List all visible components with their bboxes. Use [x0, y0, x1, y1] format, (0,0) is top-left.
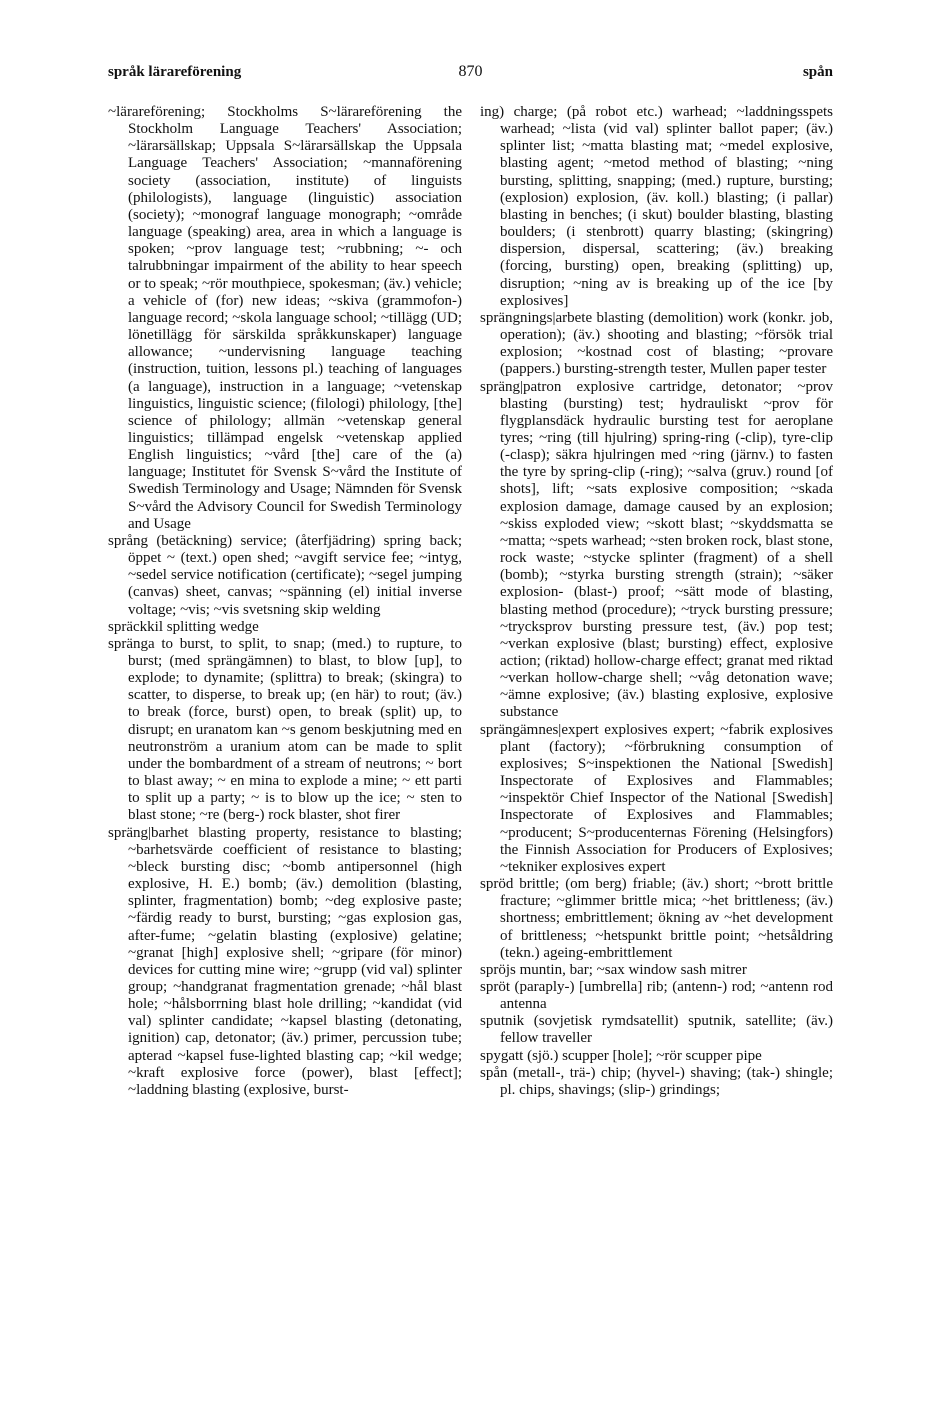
dictionary-entry: språng (betäckning) service; (återfjädring) spring back; öppet ~ (text.) open shed; ~avgift service fee; ~intyg, ~sedel service notification (certificate); ~segel jumping (canvas) sheet, canvas; ~spänning (el) initial inverse voltage; ~vis; ~vis svetsning skip welding — [108, 532, 462, 618]
dictionary-entry: spån (metall-, trä-) chip; (hyvel-) shaving; (tak-) shingle; pl. chips, shavings; (slip-) grindings; — [480, 1064, 833, 1098]
left-guideword: språk lärareförening — [108, 64, 242, 80]
dictionary-entry: sputnik (sovjetisk rymdsatellit) sputnik, satellite; (äv.) fellow traveller — [480, 1013, 833, 1047]
dictionary-entry: spröd brittle; (om berg) friable; (äv.) short; ~brott brittle fracture; ~glimmer brittle mica; ~het brittleness; (äv.) shortness; embrittlement; ökning av ~het development of brittleness; ~hetspunkt brittle point; ~hetsåldring (tekn.) ageing-embrittlement — [480, 876, 833, 961]
right-guideword: spån — [802, 64, 833, 80]
right-column — [480, 104, 833, 1099]
dictionary-entry: spräng|barhet blasting property, resistance to blasting; ~barhetsvärde coefficient of resistance to blasting; ~bleck bursting disc; ~bomb antipersonnel (high explosive, H. E.) bomb; (äv.) demolition (blasting, splinter, fragmentation) bomb; ~deg explosive paste; ~färdig ready to burst, bursting; ~gas explosion gas, after-fume; ~gelatin blasting (explosive) gelatine; ~granat [high] explosive shell; ~gripare (för minor) devices for cutting mine wire; ~grupp (vid val) splinter group; ~handgranat fragmentation grenade; ~hål blast hole; ~hålsborrning blast hole drilling; ~kandidat (vid val) splinter candidate; ~kapsel blasting (detonating, ignition) cap, detonator; (äv.) primer, percussion tube; apterad ~kapsel fuse-lighted blasting cap; ~kil wedge; ~kraft explosive force (power), blast [effect]; ~laddning blasting (explosive, burst- — [108, 824, 462, 1098]
dictionary-entry: spröjs muntin, bar; ~sax window sash mitrer — [480, 961, 747, 978]
left-column — [108, 104, 462, 1099]
dictionary-entry: spränga to burst, to split, to snap; (med.) to rupture, to burst; (med sprängämnen) to blast, to blow [up], to explode; to dynamite; (splittra) to break; (skingra) to scatter, to disperse, to break up; (en här) to rout; (äv.) to break (force, burst) open, to break (split) up, to disrupt; en uranatom kan ~s genom beskjutning med en neutronström a uranium atom can be made to split under the bombardment of a stream of neutrons; ~ bort to blast away; ~ en mina to explode a mine; ~ ett parti to split up a party; ~ is to blow up the ice; ~ sten to blast stone; ~re (berg-) rock blaster, shot firer — [108, 635, 462, 824]
dictionary-entry: sprängämnes|expert explosives expert; ~fabrik explosives plant (factory); ~förbrukning consumption of explosives; S~inspektionen the National [Swedish] Inspectorate of Explosives and Flammables; ~inspektör Chief Inspector of the National [Swedish] Inspectorate of Explosives and Flammables; ~producent; S~producenternas Förening (Helsingfors) the Finnish Association for Producers of Explosives; ~tekniker explosives expert — [480, 721, 833, 875]
dictionary-entry: spygatt (sjö.) scupper [hole]; ~rör scupper pipe — [480, 1047, 762, 1064]
dictionary-entry: ing) charge; (på robot etc.) warhead; ~laddningsspets warhead; ~lista (vid val) splinter ballot paper; (äv.) splinter list; ~matta blasting mat; ~medel explosive, blasting agent; ~metod method of blasting; ~ning bursting, splitting, snapping; (med.) rupture, bursting; (explosion) explosion, (äv. koll.) blasting; (i pallar) blasting in benches; (i skut) boulder blasting, blasting boulders; (i stenbrott) quarry blasting; (skingring) dispersion, dispersal, scattering; (äv.) breaking (forcing, bursting) open, breaking (splitting) up, disruption; ~ning av is breaking up of the ice [by explosives] — [480, 104, 833, 309]
dictionary-entry: spröt (paraply-) [umbrella] rib; (antenn-) rod; ~antenn rod antenna — [480, 978, 833, 1013]
page-number: 870 — [458, 63, 483, 80]
dictionary-entry: spräckkil splitting wedge — [108, 618, 259, 635]
dictionary-entry: spräng|patron explosive cartridge, detonator; ~prov blasting (bursting) test; hydrauliskt ~prov för flygplansdäck hydraulic bursting test for aeroplane tyres; ~ring (till hjulring) spring-ring (-clip), tyre-clip (-clasp); säkra hjulringen med ~ring (järnv.) to fasten the tyre by spring-clip (-ring); ~salva (gruv.) round [of shots], lift; ~sats explosive composition; ~skada explosion damage, damage caused by an explosion; ~skiss exploded view; ~skott blast; ~skyddsmatta se ~matta; ~spets warhead; ~sten broken rock, blast stone, rock waste; ~stycke splinter (fragment) of a shell (bomb); ~styrka bursting strength (strain); ~säker explosion- (blast-) proof; ~sätt mode of blasting, blasting method (procedure); ~tryck bursting pressure; ~trycksprov bursting pressure test, (äv.) pop test; ~verkan explosive (blast; bursting) effect, explosive action; (riktad) hollow-charge effect; granat med riktad ~verkan hollow-charge shell; ~våg detonation wave; ~ämne explosive; (äv.) blasting explosive, explosive substance — [480, 378, 834, 721]
dictionary-entry: ~lärareförening; Stockholms S~lärareförening the Stockholm Language Teachers' Association; ~lärarsällskap; Uppsala S~lärarsällskap the Uppsala Language Teachers' Association; ~mannaförening society (association, institute) of linguists (philologists), language (linguistic) association (society); ~monograf language monograph; ~område language (speaking) area, area in which a language is spoken; ~prov language test; ~rubbning; ~- och talrubbningar impairment of the ability to hear speech or to speak; ~rör mouthpiece, spokesman; (äv.) vehicle; a vehicle of (for) new ideas; ~skiva (grammofon-) language record; ~skola language school; ~tillägg (UD; lönetillägg för särskilda språkkunskaper) language allowance; ~undervisning language teaching (instruction, tuition, lessons pl.) teaching of languages (a language), instruction in a language; ~vetenskap linguistics, linguistic science; (filologi) philology, [the] science of philology; allmän ~vetenskap general linguistics; tillämpad engelsk ~vetenskap applied English linguistics; ~vård [the] care of the (a) language; Institutet för Svensk S~vård the Institute of Swedish Terminology and Usage; Nämnden för Svensk S~vård the Advisory Council for Swedish Terminology and Usage — [108, 104, 462, 532]
dictionary-entry: sprängnings|arbete blasting (demolition) work (konkr. job, operation); (äv.) shooting and blasting; ~försök trial explosion; ~kostnad cost of blasting; ~provare (pappers.) bursting-strength tester, Mullen paper tester — [480, 309, 833, 378]
running-head — [108, 64, 833, 88]
